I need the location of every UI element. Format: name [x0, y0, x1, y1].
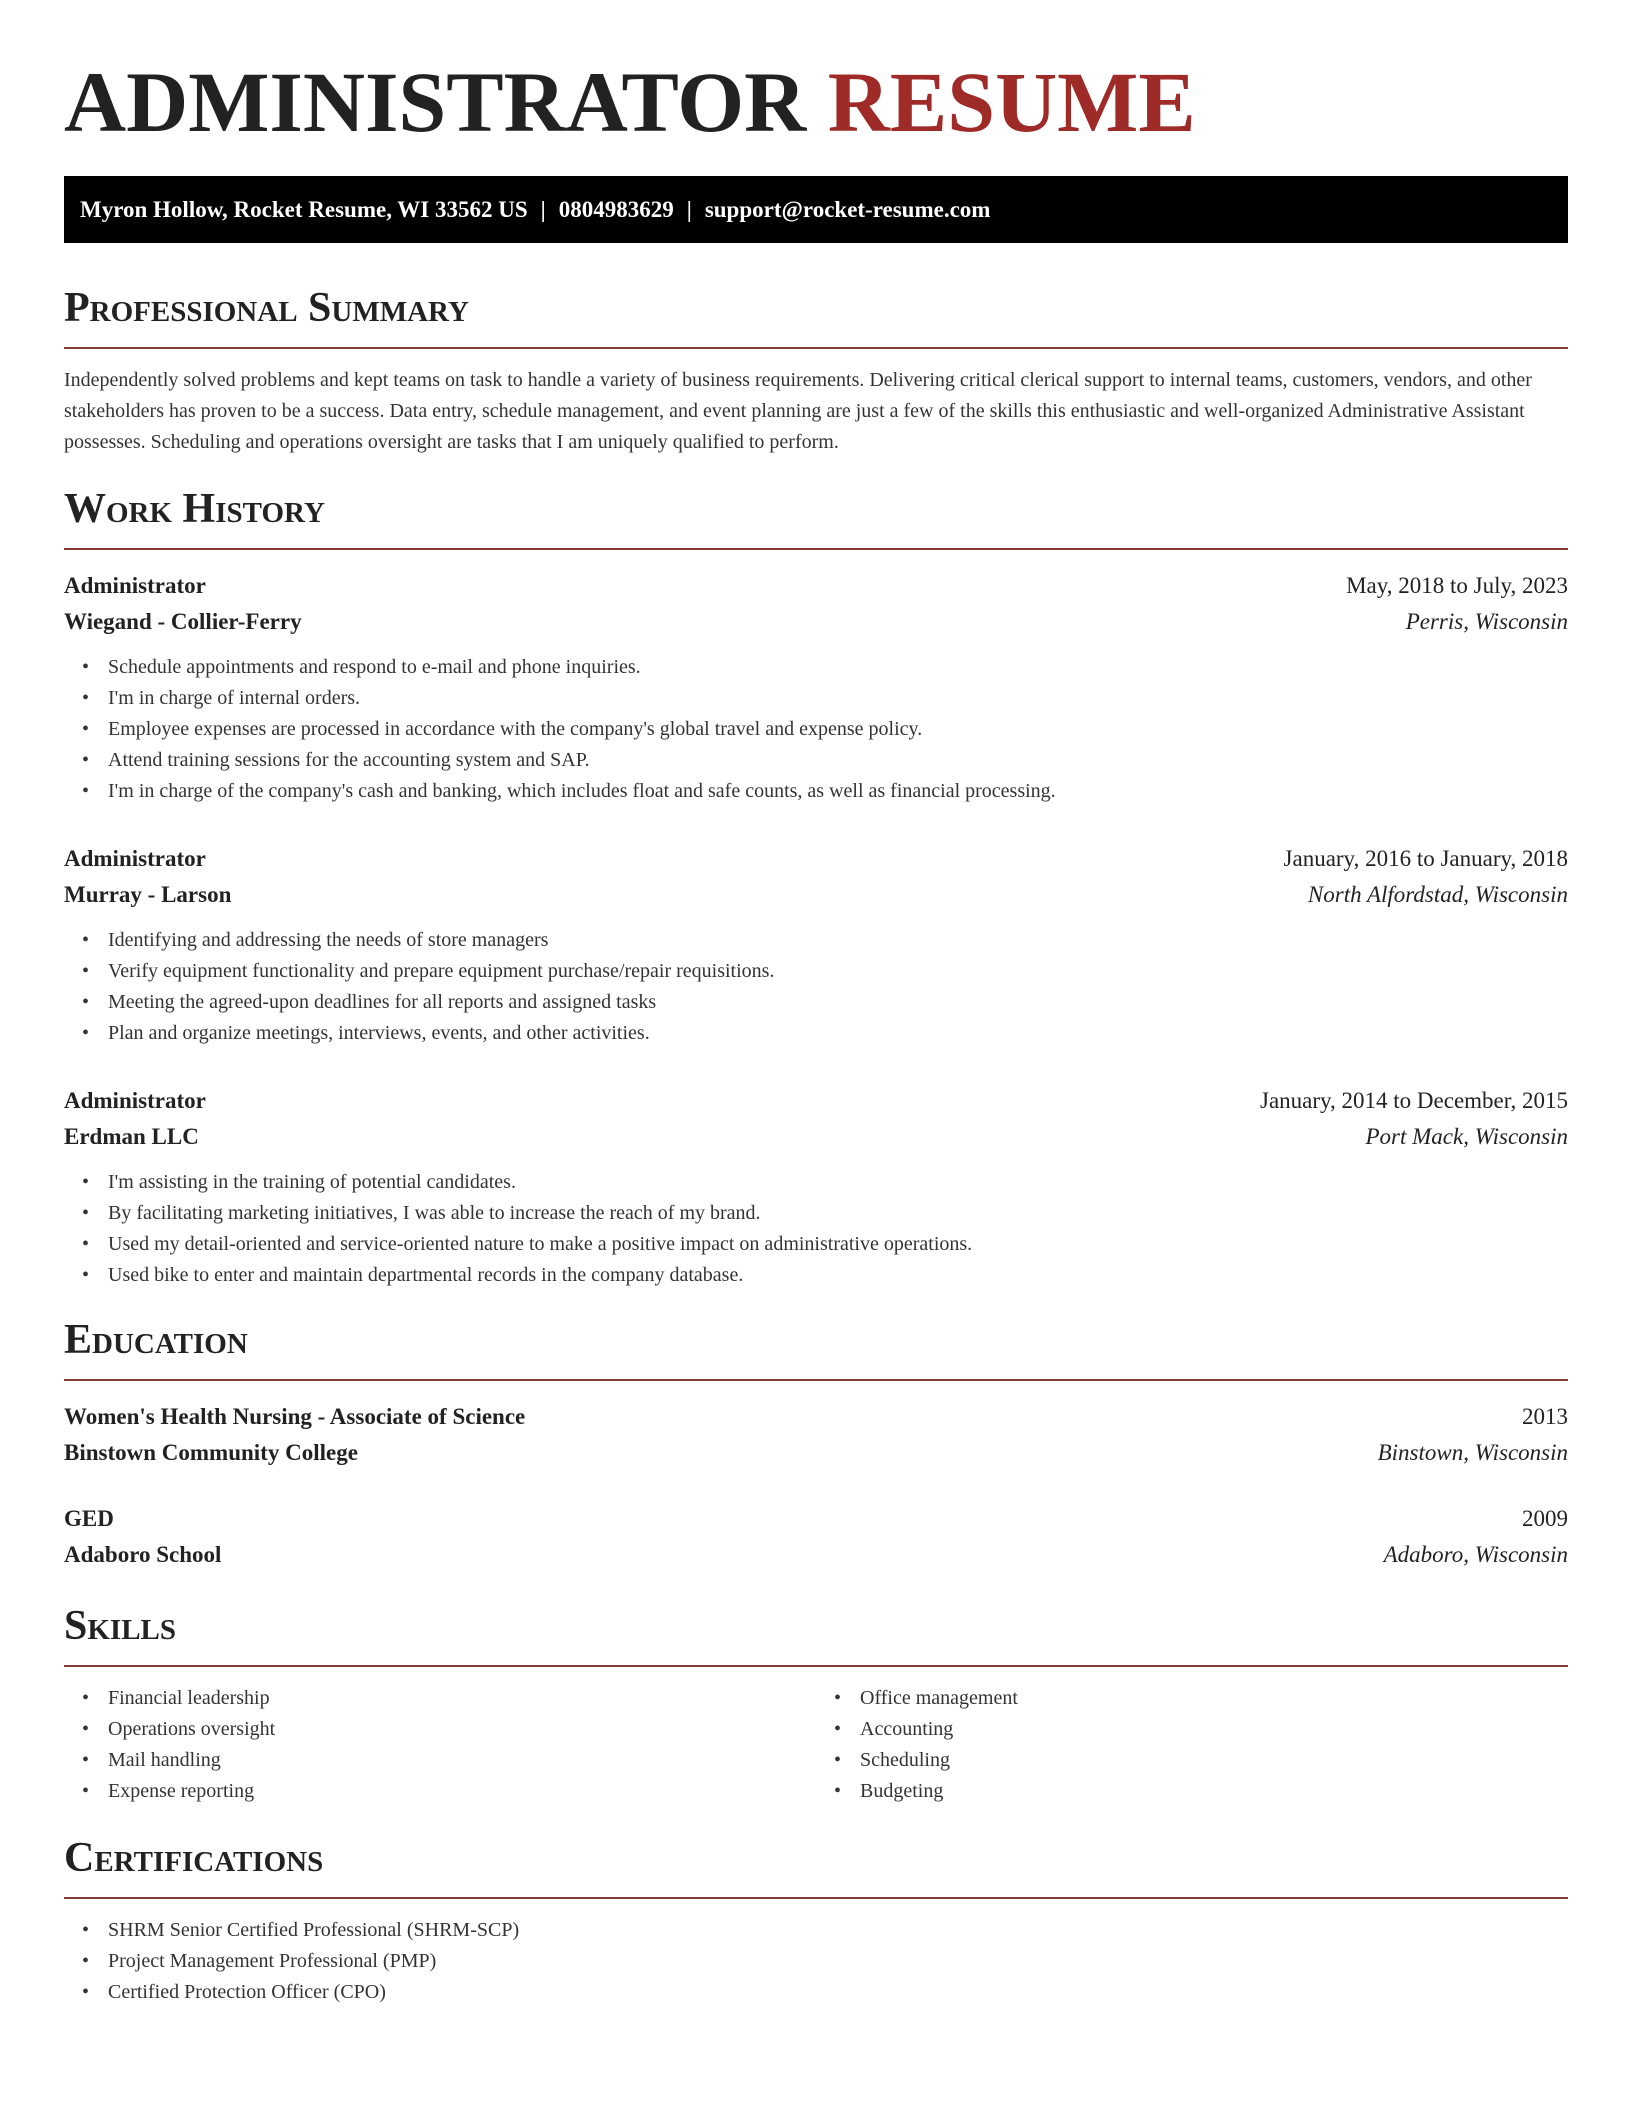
job-company: Wiegand - Collier-Ferry: [64, 609, 302, 634]
education-degree: Women's Health Nursing - Associate of Science: [64, 1404, 526, 1429]
certifications-list: [64, 1915, 1568, 2008]
certifications-section: [64, 1833, 1568, 2008]
list-item: • Operations oversight: [108, 1714, 816, 1745]
list-item: • Employee expenses are processed in accordance with the company's global travel and expense policy.: [108, 714, 1568, 745]
section-heading-work: Work History: [64, 486, 325, 532]
list-item: • Budgeting: [860, 1776, 1568, 1807]
job-company-row: [64, 877, 1568, 913]
job-header-row: [64, 1083, 1568, 1119]
skills-section: [64, 1601, 1568, 1807]
job-company: Erdman LLC: [64, 1124, 199, 1149]
education-header-row: [64, 1399, 1568, 1435]
education-header-row: [64, 1501, 1568, 1537]
job-duties-list: [64, 1167, 1568, 1291]
education-entry: [64, 1501, 1568, 1573]
list-item: • Mail handling: [108, 1745, 816, 1776]
list-item: • Certified Protection Officer (CPO): [108, 1977, 1568, 2008]
skills-grid: [64, 1683, 1568, 1807]
education-location: Adaboro, Wisconsin: [1383, 1542, 1568, 1567]
contact-email[interactable]: support@rocket-resume.com: [704, 197, 991, 222]
job-location: Perris, Wisconsin: [1405, 609, 1568, 634]
education-degree: GED: [64, 1506, 114, 1531]
list-item: • Scheduling: [860, 1745, 1568, 1776]
title-main: ADMINISTRATOR: [64, 54, 807, 150]
list-item: • Used my detail-oriented and service-oriented nature to make a positive impact on administrative operations.: [108, 1229, 1568, 1260]
skills-list-right: [816, 1683, 1568, 1807]
section-heading-certifications: Certifications: [64, 1835, 324, 1881]
section-heading-skills: Skills: [64, 1603, 177, 1649]
list-item: • Expense reporting: [108, 1776, 816, 1807]
job-duties-list: [64, 925, 1568, 1049]
education-year: 2009: [1522, 1506, 1568, 1531]
list-item: • I'm in charge of internal orders.: [108, 683, 1568, 714]
list-item: • SHRM Senior Certified Professional (SHRM-SCP): [108, 1915, 1568, 1946]
job-dates: May, 2018 to July, 2023: [1346, 573, 1568, 598]
contact-phone: 0804983629: [558, 197, 674, 222]
section-heading-summary: Professional Summary: [64, 285, 469, 331]
resume-title: [64, 52, 1568, 152]
section-divider: [64, 548, 1568, 550]
job-location: North Alfordstad, Wisconsin: [1307, 882, 1568, 907]
job-duties-list: [64, 652, 1568, 807]
work-history-section: [64, 484, 1568, 1291]
job-title: Administrator: [64, 573, 206, 598]
section-divider: [64, 1379, 1568, 1381]
education-school: Adaboro School: [64, 1542, 222, 1567]
list-item: • Office management: [860, 1683, 1568, 1714]
contact-bar: [64, 176, 1568, 243]
job-company-row: [64, 604, 1568, 640]
list-item: • I'm in charge of the company's cash and banking, which includes float and safe counts, as well as financial processing.: [108, 776, 1568, 807]
list-item: • Used bike to enter and maintain departmental records in the company database.: [108, 1260, 1568, 1291]
job-title: Administrator: [64, 1088, 206, 1113]
contact-separator: |: [686, 197, 692, 222]
job-dates: January, 2014 to December, 2015: [1260, 1088, 1568, 1113]
education-school: Binstown Community College: [64, 1440, 358, 1465]
skills-list-left: [64, 1683, 816, 1807]
list-item: • Verify equipment functionality and prepare equipment purchase/repair requisitions.: [108, 956, 1568, 987]
education-school-row: [64, 1537, 1568, 1573]
education-year: 2013: [1522, 1404, 1568, 1429]
summary-text: Independently solved problems and kept teams on task to handle a variety of business requirements. Delivering critical clerical support to internal teams, customers, vendors, and other stakeholders has proven to be a success. Data entry, schedule management, and event planning are just a few of the skills this enthusiastic and well-organized Administrative Assistant possesses. Scheduling and operations oversight are tasks that I am uniquely qualified to perform.: [64, 369, 1532, 453]
list-item: • Meeting the agreed-upon deadlines for all reports and assigned tasks: [108, 987, 1568, 1018]
list-item: • Schedule appointments and respond to e-mail and phone inquiries.: [108, 652, 1568, 683]
list-item: • Accounting: [860, 1714, 1568, 1745]
education-school-row: [64, 1435, 1568, 1471]
list-item: • Identifying and addressing the needs of store managers: [108, 925, 1568, 956]
summary-section: [64, 283, 1568, 458]
education-entry: [64, 1399, 1568, 1471]
contact-address: Myron Hollow, Rocket Resume, WI 33562 US: [80, 197, 528, 222]
job-dates: January, 2016 to January, 2018: [1283, 846, 1568, 871]
job-company: Murray - Larson: [64, 882, 232, 907]
list-item: • Financial leadership: [108, 1683, 816, 1714]
list-item: • Attend training sessions for the accounting system and SAP.: [108, 745, 1568, 776]
job-header-row: [64, 568, 1568, 604]
job-company-row: [64, 1119, 1568, 1155]
title-accent: RESUME: [827, 54, 1196, 150]
job-header-row: [64, 841, 1568, 877]
section-divider: [64, 347, 1568, 349]
section-divider: [64, 1665, 1568, 1667]
job-entry: [64, 568, 1568, 807]
section-heading-education: Education: [64, 1317, 248, 1363]
list-item: • Plan and organize meetings, interviews, events, and other activities.: [108, 1018, 1568, 1049]
education-section: [64, 1315, 1568, 1573]
job-entry: [64, 1083, 1568, 1291]
education-location: Binstown, Wisconsin: [1377, 1440, 1568, 1465]
job-location: Port Mack, Wisconsin: [1365, 1124, 1568, 1149]
contact-separator: |: [540, 197, 546, 222]
section-divider: [64, 1897, 1568, 1899]
list-item: • Project Management Professional (PMP): [108, 1946, 1568, 1977]
list-item: • I'm assisting in the training of potential candidates.: [108, 1167, 1568, 1198]
job-entry: [64, 841, 1568, 1049]
list-item: • By facilitating marketing initiatives, I was able to increase the reach of my brand.: [108, 1198, 1568, 1229]
job-title: Administrator: [64, 846, 206, 871]
